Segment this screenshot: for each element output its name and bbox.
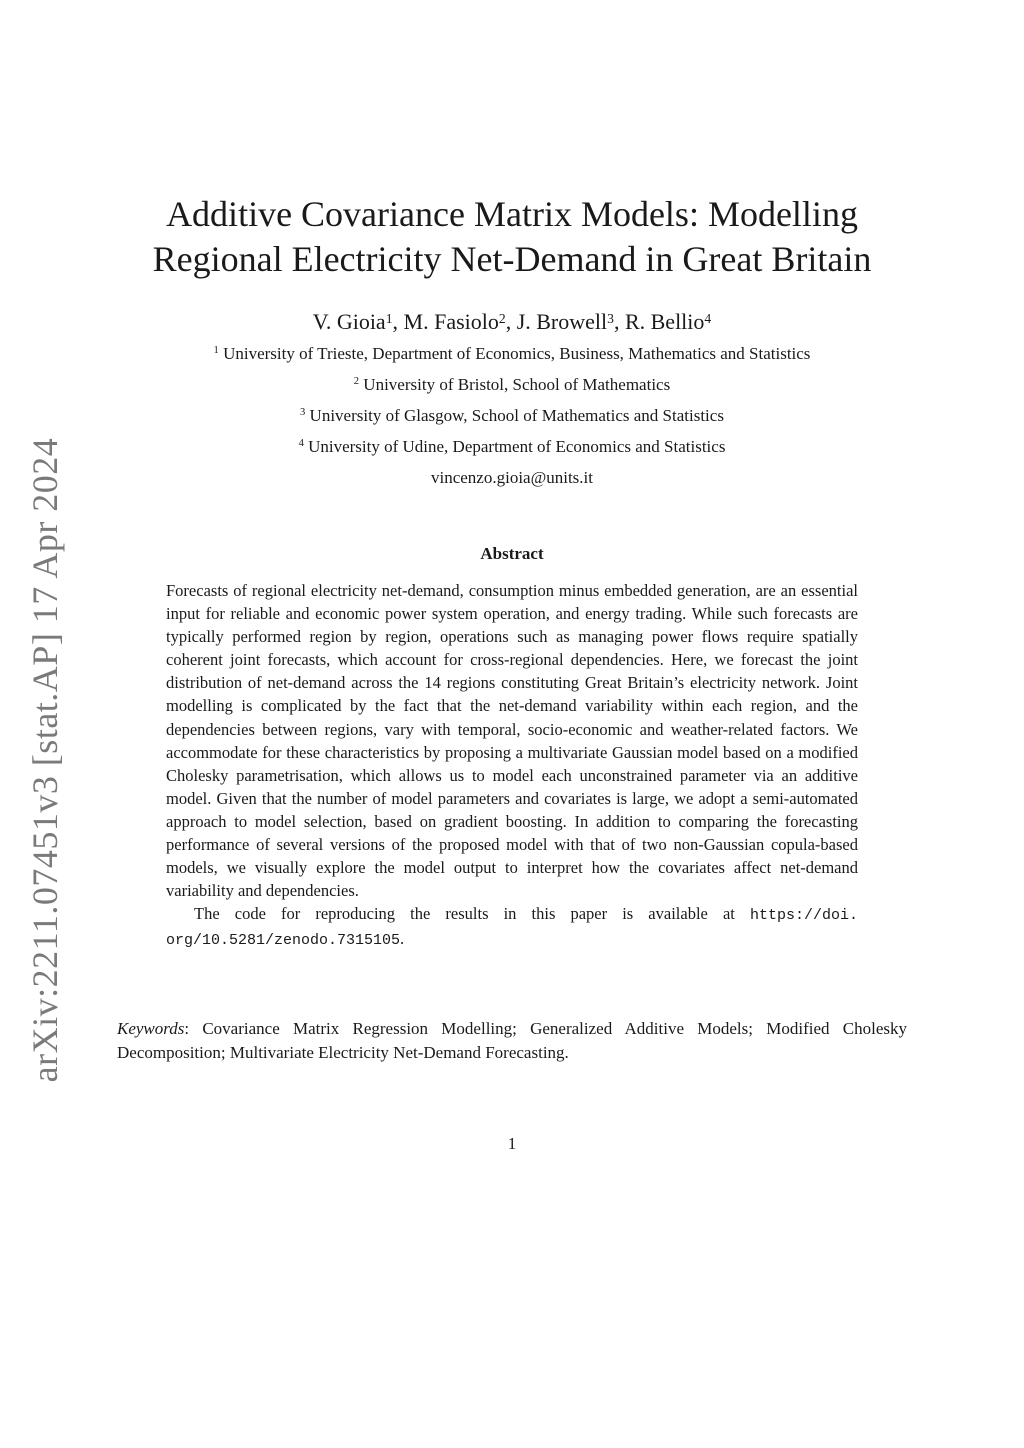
affiliation — [0, 405, 1024, 427]
paper-title — [0, 192, 1024, 282]
author-name: V. Gioia — [312, 309, 386, 334]
affiliation-text: University of Bristol, School of Mathematics — [363, 375, 671, 394]
affiliation-mark: 2 — [353, 376, 360, 387]
title-line-1: Additive Covariance Matrix Models: Modelling — [166, 194, 858, 234]
contact-email[interactable]: vincenzo.gioia@units.it — [430, 468, 593, 487]
author-affiliation-mark: 1 — [385, 311, 393, 326]
abstract-paragraph: Forecasts of regional electricity net-demand, consumption minus embedded generation, are an essential input for reliable and economic power system operation, and energy trading. While such forecasts are typically performed region by region, operations such as managing power flows require spatially coherent joint forecasts, which account for cross-regional dependencies. Here, we forecast the joint distribution of net-demand across the 14 regions constituting Great Britain’s electricity network. Joint modelling is complicated by the fact that the net-demand variability within each region, and the dependencies between regions, vary with temporal, socio-economic and weather-related factors. We accommodate for these characteristics by proposing a multivariate Gaussian model based on a modified Cholesky parametrisation, which allows us to model each unconstrained parameter via an additive model. Given that the number of model parameters and covariates is large, we adopt a semi-automated approach to model selection, based on gradient boosting. In addition to comparing the forecasting performance of several versions of the proposed model with that of two non-Gaussian copula-based models, we visually explore the model output to interpret how the covariates affect net-demand variability and dependencies. — [166, 581, 858, 901]
code-doi-link[interactable]: https://doi.​org/10.5281/zenodo.7315105 — [166, 907, 858, 950]
affiliation — [0, 343, 1024, 365]
affiliation-text: University of Udine, Department of Economics and Statistics — [308, 437, 726, 456]
affiliation — [0, 436, 1024, 458]
author-list — [0, 307, 1024, 337]
abstract-body — [166, 579, 858, 953]
code-availability-end: . — [400, 929, 405, 949]
author-name: J. Browell — [516, 309, 608, 334]
author-separator: , — [392, 309, 404, 334]
affiliation-text: University of Trieste, Department of Economics, Business, Mathematics and Statistics — [223, 344, 811, 363]
page-number: 1 — [507, 1134, 517, 1153]
keywords-section — [117, 1017, 907, 1065]
title-line-2: Regional Electricity Net-Demand in Great Britain — [152, 239, 872, 279]
keywords-label: Keywords — [117, 1019, 185, 1038]
author-name: M. Fasiolo — [403, 309, 499, 334]
code-availability-paragraph — [166, 902, 858, 952]
affiliation-text: University of Glasgow, School of Mathematics and Statistics — [309, 406, 724, 425]
author-affiliation-mark: 2 — [498, 311, 506, 326]
abstract-heading: Abstract — [480, 544, 544, 563]
affiliation — [0, 374, 1024, 396]
author-affiliation-mark: 4 — [704, 311, 712, 326]
author-affiliation-mark: 3 — [607, 311, 614, 326]
affiliation-mark: 3 — [300, 407, 306, 418]
code-availability-text: The code for reproducing the results in this paper is available at — [194, 904, 735, 924]
author-separator: , — [505, 309, 517, 334]
affiliation-mark: 4 — [298, 438, 304, 449]
author-separator: , — [613, 309, 625, 334]
keywords-text: : Covariance Matrix Regression Modelling; Generalized Additive Models; Modified Cholesky Decomposition; Multivariate Electricity Net-Demand Forecasting. — [117, 1019, 907, 1062]
arxiv-identifier: arXiv:2211.07451v3 [stat.AP] 17 Apr 2024 — [25, 437, 65, 1083]
author-name: R. Bellio — [624, 309, 705, 334]
affiliation-mark: 1 — [213, 345, 219, 356]
